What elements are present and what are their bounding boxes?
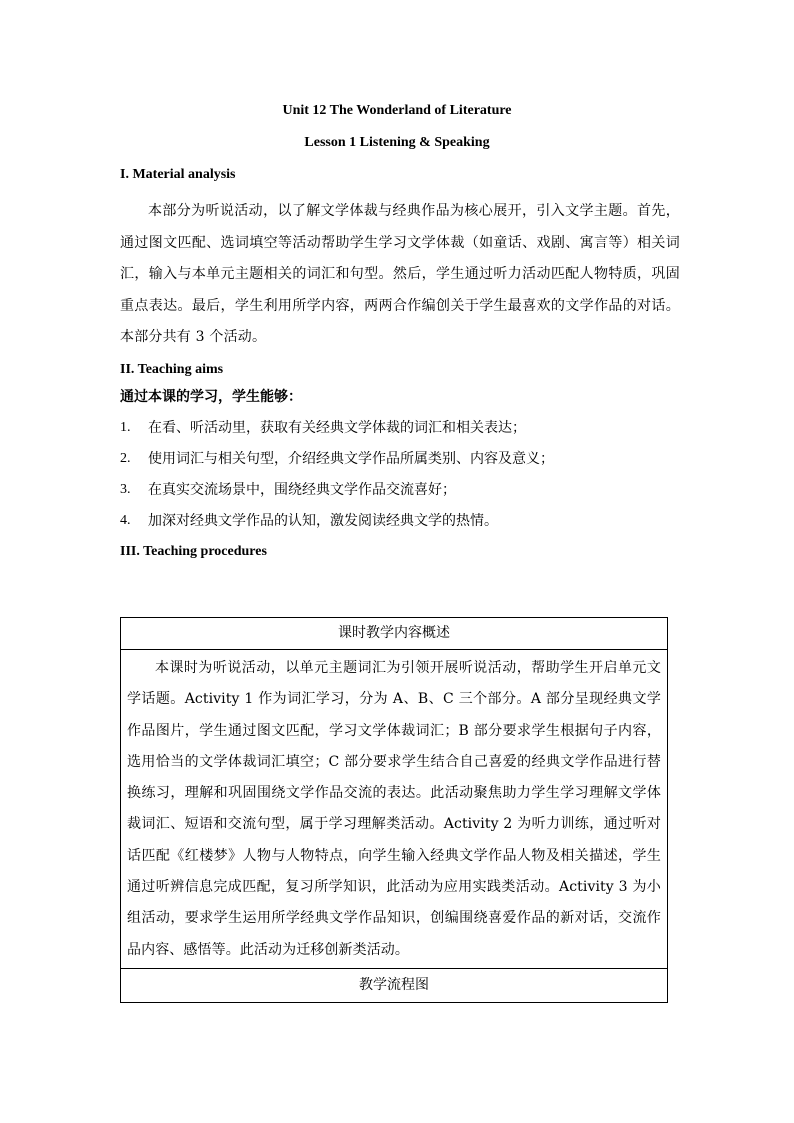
list-item-number: 1. (120, 419, 131, 435)
table-header-flowchart: 教学流程图 (359, 976, 429, 993)
teaching-aims-intro: 通过本课的学习，学生能够： (120, 388, 302, 405)
table-header-overview: 课时教学内容概述 (121, 618, 667, 650)
list-item-text: 使用词汇与相关句型，介绍经典文学作品所属类别、内容及意义； (148, 450, 554, 467)
section-heading-teaching-procedures: III. Teaching procedures (120, 543, 267, 559)
teaching-aims-list (120, 418, 680, 542)
list-item-number: 2. (120, 450, 131, 466)
section-heading-teaching-aims: II. Teaching aims (120, 361, 224, 377)
list-item-number: 3. (120, 481, 131, 497)
section-heading-material-analysis: I. Material analysis (120, 167, 236, 182)
list-item-text: 在真实交流场景中，围绕经典文学作品交流喜好； (148, 481, 456, 498)
document-title: Unit 12 The Wonderland of Literature (282, 103, 512, 118)
material-analysis-paragraph: 本部分为听说活动，以了解文学体裁与经典作品为核心展开，引入文学主题。首先，通过图文匹配、选词填空等活动帮助学生学习文学体裁（如童话、戏剧、寓言等）相关词汇，输入与本单元主题相关的词汇和句型。然后，学生通过听力活动匹配人物特质，巩固重点表达。最后，学生利用所学内容，两两合作编创关于学生最喜欢的文学作品的对话。本部分共有 3 个活动。 (120, 203, 680, 345)
lesson-title: Lesson 1 Listening & Speaking (304, 135, 490, 150)
list-item (120, 480, 680, 511)
list-item-text: 加深对经典文学作品的认知，激发阅读经典文学的热情。 (148, 512, 498, 529)
list-item (120, 511, 680, 542)
document-body (120, 165, 680, 573)
list-item (120, 449, 680, 480)
lesson-overview-table (120, 617, 668, 1003)
list-item (120, 418, 680, 449)
list-item-text: 在看、听活动里，获取有关经典文学体裁的词汇和相关表达； (148, 419, 526, 436)
list-item-number: 4. (120, 512, 131, 528)
table-cell-overview-text: 本课时为听说活动，以单元主题词汇为引领开展听说活动，帮助学生开启单元文学话题。Activity 1 作为词汇学习，分为 A、B、C 三个部分。A 部分呈现经典文学作品图片，学生通过图文匹配，学习文学体裁词汇；B 部分要求学生根据句子内容，选用恰当的文学体裁词汇填空；C 部分要求学生结合自己喜爱的经典文学作品进行替换练习，理解和巩固围绕文学作品交流的表达。此活动聚焦助力学生学习理解文学体裁词汇、短语和交流句型，属于学习理解类活动。Activity 2 为听力训练，通过听对话匹配《红楼梦》人物与人物特点，向学生输入经典文学作品人物及相关描述，学生通过听辨信息完成匹配，复习所学知识，此活动为应用实践类活动。Activity 3 为小组活动，要求学生运用所学经典文学作品知识，创编围绕喜爱作品的新对话，交流作品内容、感悟等。此活动为迁移创新类活动。 (121, 650, 667, 969)
